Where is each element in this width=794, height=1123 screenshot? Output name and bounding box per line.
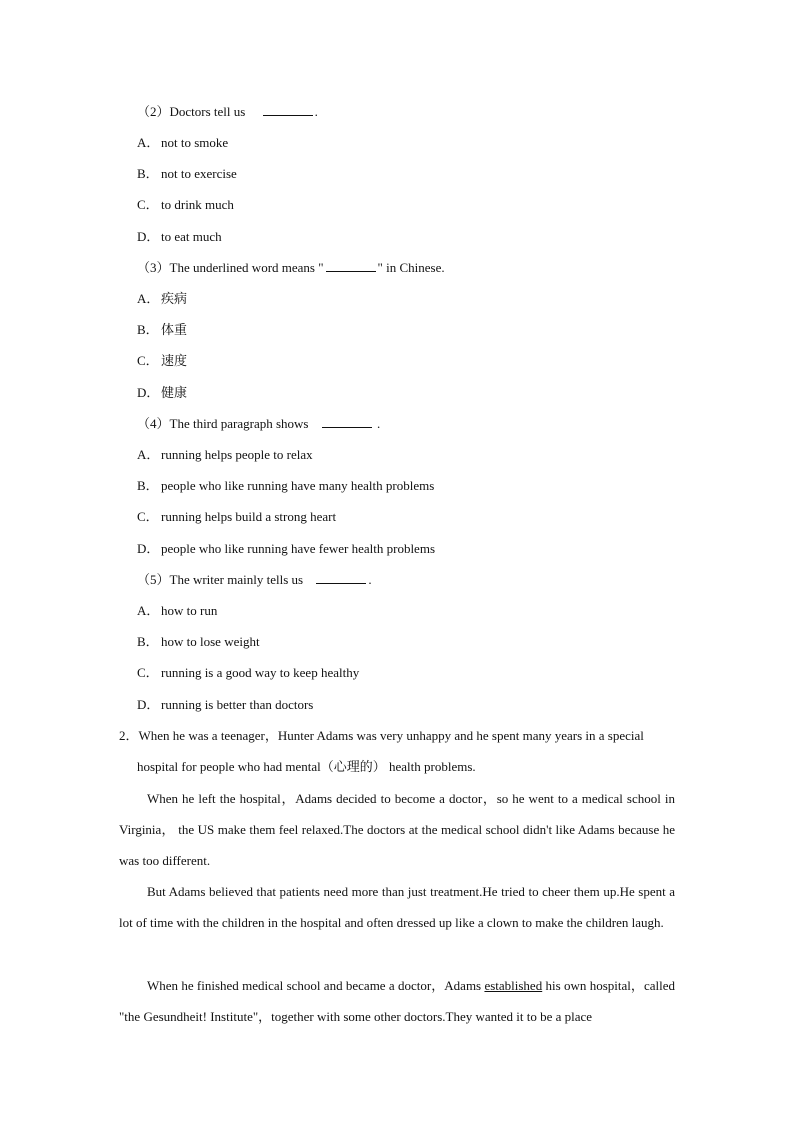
option-b — [137, 321, 187, 339]
question-2-stem — [137, 103, 318, 121]
option-letter: A． — [137, 135, 160, 150]
option-text: how to lose weight — [161, 634, 260, 649]
option-letter: D． — [137, 697, 160, 712]
paragraph-3-start: When he finished medical school and became a doctor，Adams — [147, 978, 482, 993]
option-c — [137, 196, 234, 214]
option-text: not to smoke — [161, 135, 229, 150]
question-5-stem — [137, 571, 372, 589]
answer-blank — [316, 571, 366, 584]
option-letter: C． — [137, 509, 159, 524]
option-letter: B． — [137, 478, 159, 493]
question-2-stem-end: . — [314, 104, 318, 119]
passage-intro-text: When he was a teenager，Hunter Adams was very unhappy and he spent many years in a special — [138, 728, 644, 743]
option-c — [137, 664, 359, 682]
passage-2-intro-line-1 — [119, 727, 644, 745]
passage-intro-text-2: hospital for people who had mental（心理的） health problems. — [137, 759, 476, 774]
option-text: running helps build a strong heart — [161, 509, 337, 524]
passage-number: 2． — [119, 728, 139, 743]
passage-paragraph-2: But Adams believed that patients need more than just treatment.He tried to cheer them up.He spent a lot of time with the children in the hospital and often dressed up like a clown to make the children laugh. — [119, 884, 675, 930]
option-b — [137, 477, 434, 495]
option-c — [137, 352, 187, 370]
passage-paragraph-3 — [119, 970, 675, 1032]
question-4-stem-end: . — [377, 416, 381, 431]
option-text: to drink much — [161, 197, 234, 212]
option-b — [137, 633, 260, 651]
option-b — [137, 165, 237, 183]
question-5-stem-text: （5）The writer mainly tells us — [137, 572, 304, 587]
option-c — [137, 508, 336, 526]
option-text: to eat much — [161, 229, 222, 244]
option-d — [137, 696, 313, 714]
option-letter: C． — [137, 353, 159, 368]
question-4-stem — [137, 415, 380, 433]
option-a — [137, 134, 228, 152]
option-text: 疾病 — [161, 291, 188, 306]
option-a — [137, 602, 217, 620]
option-text: 速度 — [161, 353, 188, 368]
paragraph-3-end: his own hospital，called "the Gesundheit! Institute"，together with some other doctors.They wanted it to be a place — [119, 978, 675, 1024]
option-text: running helps people to relax — [161, 447, 313, 462]
option-letter: D． — [137, 385, 160, 400]
option-letter: D． — [137, 541, 160, 556]
option-letter: B． — [137, 322, 159, 337]
question-3-stem-text: （3）The underlined word means " — [137, 260, 324, 275]
option-d — [137, 540, 435, 558]
option-text: not to exercise — [161, 166, 237, 181]
answer-blank — [326, 259, 376, 272]
underlined-word: established — [484, 978, 543, 993]
option-text: 体重 — [161, 322, 188, 337]
option-text: how to run — [161, 603, 218, 618]
option-a — [137, 446, 313, 464]
option-a — [137, 290, 187, 308]
question-3-stem-end: " in Chinese. — [377, 260, 445, 275]
answer-blank — [322, 415, 372, 428]
question-3-stem — [137, 259, 445, 277]
passage-2-intro-line-2 — [137, 758, 476, 776]
option-letter: B． — [137, 634, 159, 649]
option-text: running is a good way to keep healthy — [161, 665, 360, 680]
option-text: 健康 — [161, 385, 188, 400]
option-d — [137, 384, 187, 402]
option-letter: D． — [137, 229, 160, 244]
passage-paragraph-1: When he left the hospital，Adams decided to become a doctor，so he went to a medical school in Virginia， the US make them feel relaxed.The doctors at the medical school didn't like Adams because he was too different. — [119, 791, 675, 868]
answer-blank — [263, 103, 313, 116]
option-letter: A． — [137, 291, 160, 306]
question-4-stem-text: （4）The third paragraph shows — [137, 416, 309, 431]
question-2-stem-text: （2）Doctors tell us — [137, 104, 246, 119]
option-letter: C． — [137, 197, 159, 212]
option-letter: A． — [137, 603, 160, 618]
option-text: running is better than doctors — [161, 697, 314, 712]
option-text: people who like running have fewer health problems — [161, 541, 435, 556]
option-letter: C． — [137, 665, 159, 680]
option-d — [137, 228, 222, 246]
option-text: people who like running have many health problems — [161, 478, 435, 493]
option-letter: B． — [137, 166, 159, 181]
question-5-stem-end: . — [368, 572, 372, 587]
option-letter: A． — [137, 447, 160, 462]
